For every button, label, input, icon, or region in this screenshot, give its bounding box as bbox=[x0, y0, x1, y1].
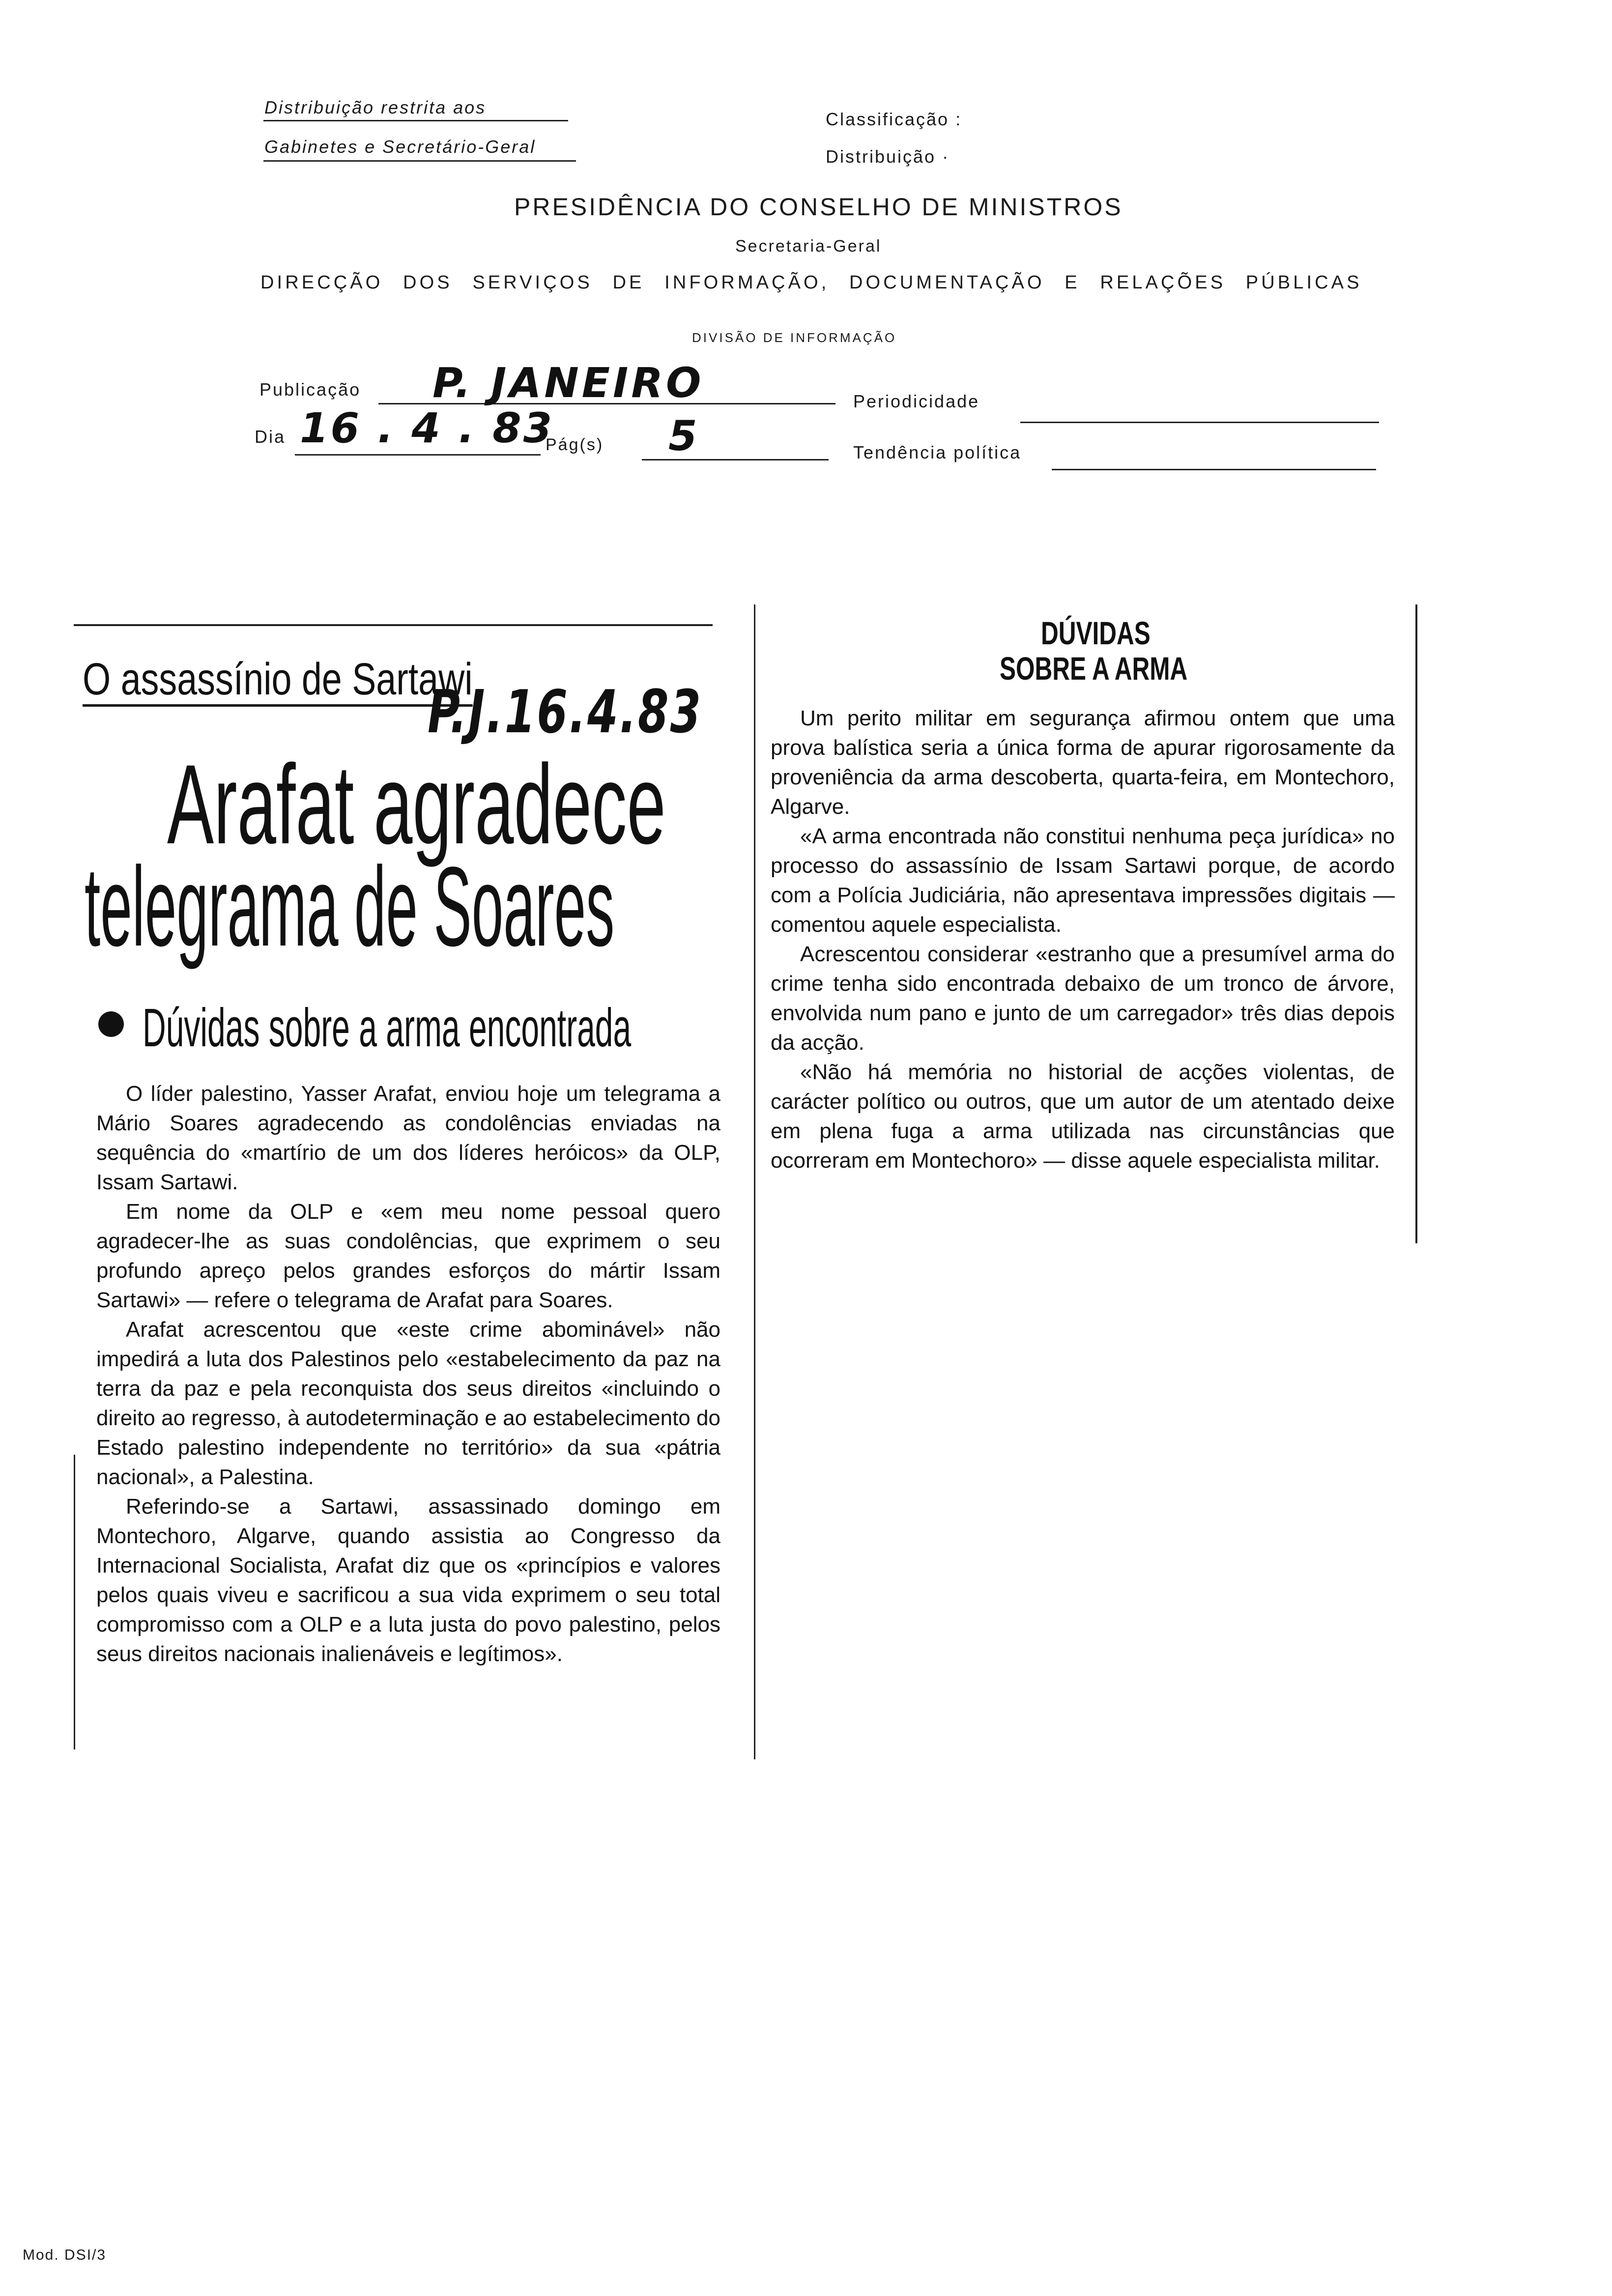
column-divider bbox=[754, 604, 755, 1759]
article-paragraph: Em nome da OLP e «em meu nome pessoal quero agradecer-lhe as suas condolências, que exprimem o seu profundo apreço pelos grandes esforços do mártir Issam Sartawi» — refere o telegrama de Arafat para Soares. bbox=[96, 1200, 720, 1312]
dia-label: Dia bbox=[255, 427, 286, 447]
headline-line-1: Arafat agradece bbox=[167, 741, 666, 867]
publicacao-label: Publicação bbox=[259, 379, 361, 400]
article-body bbox=[96, 1079, 720, 1669]
pags-label: Pág(s) bbox=[546, 435, 604, 454]
tendencia-line bbox=[1052, 469, 1376, 470]
distribution-underline-1 bbox=[263, 120, 568, 121]
article-paragraph: Arafat acrescentou que «este crime abominável» não impedirá a luta dos Palestinos pelo «estabelecimento da paz na terra da paz e pela reconquista dos seus direitos «incluindo o direito ao regresso, à autodeterminação e ao estabelecimento do Estado palestino independente no território» da sua «pátria nacional», a Palestina. bbox=[96, 1318, 720, 1489]
subheadline: Dúvidas sobre a arma encontrada bbox=[143, 998, 632, 1058]
classificacao-label: Classificação : bbox=[826, 109, 962, 129]
periodicidade-label: Periodicidade bbox=[853, 391, 980, 411]
handwritten-date-note: P.J.16.4.83 bbox=[428, 678, 703, 746]
distribuicao-label: Distribuição · bbox=[826, 146, 950, 167]
dia-value: 16 . 4 . 83 bbox=[300, 404, 554, 452]
sidebar-paragraph: «Não há memória no historial de acções violentas, de carácter político ou outros, que um autor de um atentado deixe em plena fuga a arma utilizada nas circunstâncias que ocorreram em Montechoro» — disse aquele especialista militar. bbox=[771, 1060, 1395, 1173]
institution-title: PRESIDÊNCIA DO CONSELHO DE MINISTROS bbox=[514, 193, 1123, 221]
form-code: Mod. DSI/3 bbox=[23, 2247, 107, 2263]
distribution-line-2: Gabinetes e Secretário-Geral bbox=[264, 137, 536, 157]
article-left-border bbox=[74, 1455, 75, 1750]
pags-value: 5 bbox=[668, 412, 697, 460]
direccao-title: DIRECÇÃO DOS SERVIÇOS DE INFORMAÇÃO, DOCUMENTAÇÃO E RELAÇÕES PÚBLICAS bbox=[260, 272, 1362, 293]
distribution-line-1: Distribuição restrita aos bbox=[264, 97, 487, 117]
article-kicker: O assassínio de Sartawi bbox=[83, 654, 473, 705]
sidebar-paragraph: Um perito militar em segurança afirmou ontem que uma prova balística seria a única forma de apurar rigorosamente da proveniência da arma descoberta, quarta-feira, em Montechoro, Algarve. bbox=[771, 706, 1395, 819]
sidebar-title-line-2: SOBRE A ARMA bbox=[1000, 650, 1188, 687]
article-top-rule bbox=[74, 624, 713, 626]
secretaria-geral: Secretaria-Geral bbox=[735, 237, 882, 256]
sidebar-title-line-1: DÚVIDAS bbox=[1041, 615, 1151, 651]
article-paragraph: Referindo-se a Sartawi, assassinado domingo em Montechoro, Algarve, quando assistia ao Congresso da Internacional Socialista, Arafat diz que os «princípios e valores pelos quais viveu e sacrificou a sua vida exprimem o seu total compromisso com a OLP e a luta justa do povo palestino, pelos seus direitos nacionais inalienáveis e legítimos». bbox=[96, 1494, 720, 1666]
tendencia-label: Tendência política bbox=[853, 442, 1022, 462]
sidebar-paragraph: Acrescentou considerar «estranho que a presumível arma do crime tenha sido encontrada debaixo de um tronco de árvore, envolvida num pano e junto de um carregador» três dias depois da acção. bbox=[771, 942, 1395, 1055]
headline-line-2: telegrama de Soares bbox=[85, 843, 615, 970]
sidebar-paragraph: «A arma encontrada não constitui nenhuma peça jurídica» no processo do assassínio de Issam Sartawi porque, de acordo com a Polícia Judiciária, não apresentava impressões digitais — comentou aquele especialista. bbox=[771, 824, 1395, 937]
dia-line bbox=[295, 454, 541, 456]
bullet-icon bbox=[98, 1011, 124, 1037]
article-paragraph: O líder palestino, Yasser Arafat, enviou hoje um telegrama a Mário Soares agradecendo as condolências enviadas na sequência do «martírio de um dos líderes heróicos» da OLP, Issam Sartawi. bbox=[96, 1082, 720, 1194]
periodicidade-line bbox=[1020, 422, 1379, 423]
sidebar-right-border bbox=[1415, 604, 1417, 1243]
sidebar-body bbox=[771, 704, 1395, 1176]
publicacao-value: P. JANEIRO bbox=[432, 359, 704, 407]
distribution-underline-2 bbox=[263, 160, 576, 162]
divisao-title: DIVISÃO DE INFORMAÇÃO bbox=[692, 330, 897, 345]
